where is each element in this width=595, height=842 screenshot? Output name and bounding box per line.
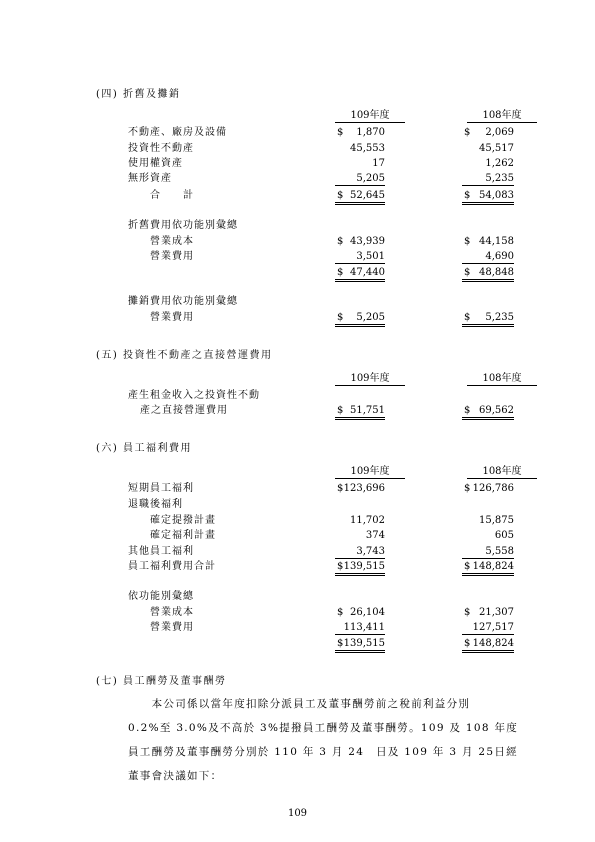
row-label-line1: 產生租金收入之投資性不動 xyxy=(128,390,260,401)
paragraph-line: 員工酬勞及董事酬勞分別於 110 年 3 月 24 日及 109 年 3 月 25日經 xyxy=(128,746,518,758)
row-label-line2: 產之直接營運費用 xyxy=(140,405,228,416)
value-108: 4,690 xyxy=(462,251,514,264)
row-label: 不動產、廠房及設備 xyxy=(128,127,227,138)
currency-symbol: $ xyxy=(337,190,344,201)
total-109: 139,515 xyxy=(343,561,385,572)
currency-symbol: $ xyxy=(464,561,471,572)
section-7-title: (七) 員工酬勞及董事酬勞 xyxy=(96,676,227,687)
currency-symbol: $ xyxy=(337,267,344,278)
col-header-108: 108年度 xyxy=(467,465,537,479)
row-label: 退職後福利 xyxy=(128,499,183,510)
total-109: 139,515 xyxy=(343,638,385,649)
value-109: 5,205 xyxy=(335,173,385,186)
amort-by-function-title: 攤銷費用依功能別彙總 xyxy=(128,296,238,307)
value-108: 1,262 xyxy=(485,158,514,169)
row-label: 營業費用 xyxy=(150,312,194,323)
row-label: 營業成本 xyxy=(150,607,194,618)
total-108: 5,235 xyxy=(485,312,514,323)
row-label: 使用權資產 xyxy=(128,158,183,169)
currency-symbol: $ xyxy=(337,638,344,649)
currency-symbol: $ xyxy=(337,405,344,416)
currency-symbol: $ xyxy=(464,190,471,201)
value-109: 374 xyxy=(365,530,385,541)
paragraph-line: 本公司係以當年度扣除分派員工及董事酬勞前之稅前利益分別 xyxy=(128,698,471,710)
currency-symbol: $ xyxy=(464,638,471,649)
value-108: 5,235 xyxy=(462,173,514,186)
row-label: 確定福利計畫 xyxy=(150,530,216,541)
currency-symbol: $ xyxy=(337,483,344,494)
value-109: 123,696 xyxy=(343,483,385,494)
currency-symbol: $ xyxy=(464,127,471,138)
currency-symbol: $ xyxy=(464,483,471,494)
total-109: 47,440 xyxy=(350,267,385,278)
row-label: 營業費用 xyxy=(150,251,194,262)
section-5-title: (五) 投資性不動產之直接營運費用 xyxy=(96,350,273,361)
col-header-109: 109年度 xyxy=(335,109,405,123)
row-label: 投資性不動產 xyxy=(128,143,194,154)
total-label: 員工福利費用合計 xyxy=(128,561,216,572)
currency-symbol: $ xyxy=(464,267,471,278)
row-label: 短期員工福利 xyxy=(128,483,194,494)
section-6-title: (六) 員工福利費用 xyxy=(96,443,192,454)
row-label: 營業成本 xyxy=(150,236,194,247)
value-108: 45,517 xyxy=(479,143,514,154)
by-function-title: 依功能別彙總 xyxy=(128,591,194,602)
value-109: 51,751 xyxy=(350,405,385,416)
row-label: 無形資產 xyxy=(128,173,172,184)
value-109: 45,553 xyxy=(350,143,385,154)
col-header-109: 109年度 xyxy=(335,372,405,386)
value-109: 113,411 xyxy=(335,622,385,635)
total-label: 合 計 xyxy=(150,190,194,201)
currency-symbol: $ xyxy=(337,561,344,572)
currency-symbol: $ xyxy=(464,312,471,323)
currency-symbol: $ xyxy=(337,127,344,138)
value-108: 126,786 xyxy=(472,483,514,494)
value-108: 5,558 xyxy=(462,546,514,559)
total-108: 54,083 xyxy=(479,190,514,201)
section-4-title: (四) 折舊及攤銷 xyxy=(96,89,181,100)
currency-symbol: $ xyxy=(464,405,471,416)
value-109: 1,870 xyxy=(356,127,385,138)
value-109: 3,501 xyxy=(335,251,385,264)
paragraph-line: 0.2%至 3.0%及不高於 3%提撥員工酬勞及董事酬勞。109 及 108 年度 xyxy=(128,722,519,734)
currency-symbol: $ xyxy=(337,312,344,323)
value-108: 2,069 xyxy=(485,127,514,138)
value-108: 127,517 xyxy=(462,622,514,635)
col-header-109: 109年度 xyxy=(335,465,405,479)
value-109: 17 xyxy=(372,158,385,169)
total-108: 148,824 xyxy=(472,561,514,572)
value-108: 605 xyxy=(494,530,514,541)
value-108: 69,562 xyxy=(479,405,514,416)
currency-symbol: $ xyxy=(464,236,471,247)
value-108: 44,158 xyxy=(479,236,514,247)
value-109: 11,702 xyxy=(350,515,385,526)
total-109: 52,645 xyxy=(350,190,385,201)
value-109: 43,939 xyxy=(350,236,385,247)
col-header-108: 108年度 xyxy=(467,109,537,123)
value-109: 26,104 xyxy=(350,607,385,618)
section-7-paragraph xyxy=(128,692,540,788)
page-number: 109 xyxy=(287,808,308,819)
row-label: 確定提撥計畫 xyxy=(150,515,216,526)
currency-symbol: $ xyxy=(337,607,344,618)
total-109: 5,205 xyxy=(356,312,385,323)
currency-symbol: $ xyxy=(464,607,471,618)
value-108: 21,307 xyxy=(479,607,514,618)
row-label: 其他員工福利 xyxy=(128,546,194,557)
value-109: 3,743 xyxy=(335,546,385,559)
total-108: 148,824 xyxy=(472,638,514,649)
total-108: 48,848 xyxy=(479,267,514,278)
paragraph-line: 董事會決議如下： xyxy=(128,770,223,782)
dep-by-function-title: 折舊費用依功能別彙總 xyxy=(128,220,238,231)
value-108: 15,875 xyxy=(479,515,514,526)
currency-symbol: $ xyxy=(337,236,344,247)
col-header-108: 108年度 xyxy=(467,372,537,386)
row-label: 營業費用 xyxy=(150,622,194,633)
